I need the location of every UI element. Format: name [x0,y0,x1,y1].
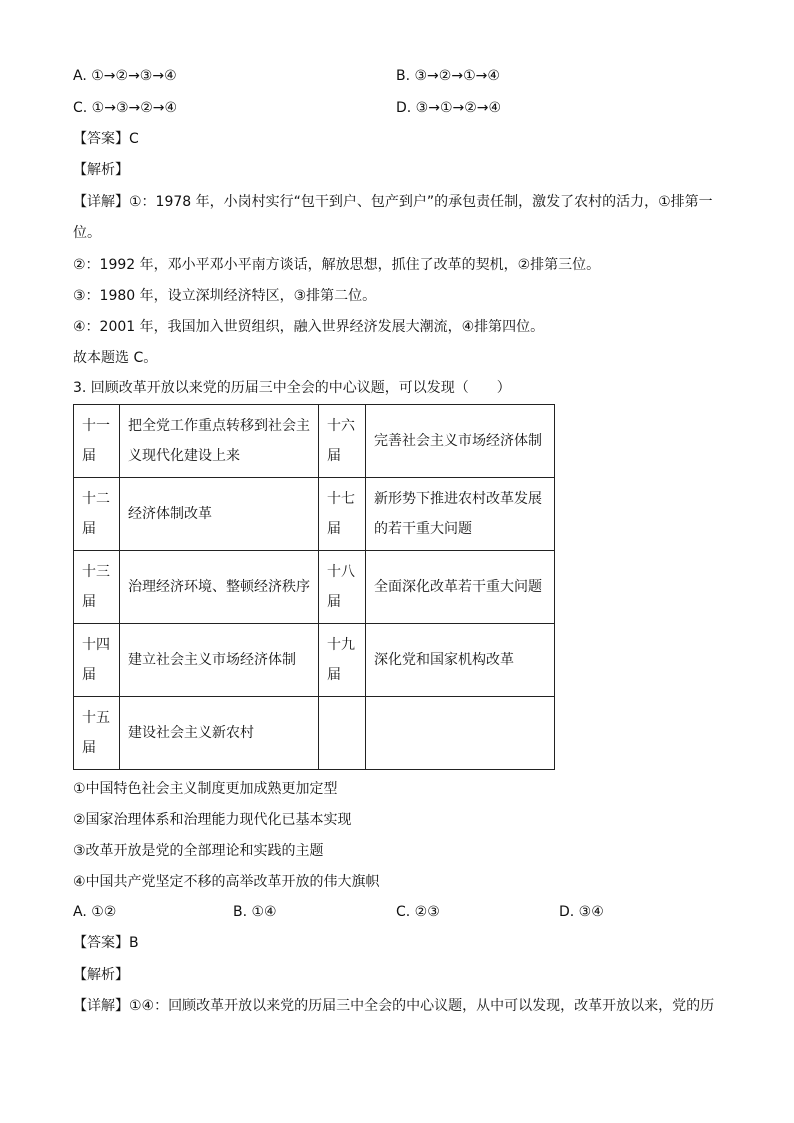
q2-options-row-2 [73,98,723,118]
topic-cell-line: 把全党工作重点转移到社会主 [128,418,310,434]
topic-cell-line: 新形势下推进农村改革发展 [374,491,542,507]
q3-statement-1: ①中国特色社会主义制度更加成熟更加定型 [73,781,338,797]
q3-statement-4: ④中国共产党坚定不移的高举改革开放的伟大旗帜 [73,874,380,890]
q2-option-a: A. ①→②→③→④ [73,68,177,84]
session-cell [319,405,366,478]
topic-cell-line: 建设社会主义新农村 [128,725,254,741]
session-cell [319,478,366,551]
q3-option-c: C. ②③ [396,904,440,920]
q2-detail-3: ③：1980 年，设立深圳经济特区，③排第二位。 [73,288,377,304]
topic-cell-line: 经济体制改革 [128,506,212,522]
session-cell-line: 届 [82,594,96,610]
q3-detail-1: 【详解】①④：回顾改革开放以来党的历届三中全会的中心议题，从中可以发现，改革开放以来，党的历 [73,998,715,1014]
topic-cell-line: 建立社会主义市场经济体制 [128,652,296,668]
q2-detail-4: ④：2001 年，我国加入世贸组织，融入世界经济发展大潮流，④排第四位。 [73,319,545,335]
session-cell [74,697,120,770]
q2-answer: 【答案】C [73,131,139,147]
session-cell [319,551,366,624]
q3-option-a: A. ①② [73,904,117,920]
session-cell [74,551,120,624]
session-cell-line: 届 [327,667,341,683]
q3-statement-2: ②国家治理体系和治理能力现代化已基本实现 [73,812,352,828]
session-cell-line: 十六 [327,418,355,434]
topic-cell [120,697,319,770]
table-row [74,478,555,551]
table-row [74,624,555,697]
q3-options-row [73,902,723,922]
session-cell-line: 十一 [82,418,110,434]
session-cell-line: 十三 [82,564,110,580]
topic-cell-line: 全面深化改革若干重大问题 [374,579,542,595]
session-cell-line: 十四 [82,637,110,653]
plenary-sessions-table [73,404,555,770]
table-row [74,405,555,478]
session-cell-line: 十五 [82,710,110,726]
session-cell-line: 届 [82,667,96,683]
session-cell-line: 十二 [82,491,110,507]
session-cell-line: 届 [82,448,96,464]
q3-statement-3: ③改革开放是党的全部理论和实践的主题 [73,843,324,859]
session-cell-line: 届 [327,521,341,537]
q2-detail-1: 【详解】①：1978 年，小岗村实行“包干到户、包产到户”的承包责任制，激发了农村的活力，①排第一 [73,194,713,210]
topic-cell-line: 治理经济环境、整顿经济秩序 [128,579,310,595]
table-row [74,551,555,624]
topic-cell-line: 深化党和国家机构改革 [374,652,514,668]
topic-cell-line: 的若干重大问题 [374,521,472,537]
table-row [74,697,555,770]
session-cell-line: 届 [327,448,341,464]
topic-cell [120,478,319,551]
q3-option-b: B. ①④ [233,904,277,920]
session-cell-line: 届 [327,594,341,610]
topic-cell [366,624,555,697]
topic-cell [366,478,555,551]
session-cell-line: 届 [82,740,96,756]
topic-cell [120,551,319,624]
q2-option-d: D. ③→①→②→④ [396,100,502,116]
q3-option-d: D. ③④ [559,904,604,920]
topic-cell-line: 完善社会主义市场经济体制 [374,433,542,449]
session-cell-line: 届 [82,521,96,537]
session-cell [74,478,120,551]
session-cell-line: 十九 [327,637,355,653]
session-cell-line: 十八 [327,564,355,580]
session-cell [74,624,120,697]
topic-cell [366,405,555,478]
q3-answer: 【答案】B [73,935,139,951]
topic-cell [120,405,319,478]
q2-options-row-1 [73,66,723,86]
topic-cell-line: 义现代化建设上来 [128,448,240,464]
q3-stem: 3. 回顾改革开放以来党的历届三中全会的中心议题，可以发现（ ） [73,380,511,396]
session-cell-line: 十七 [327,491,355,507]
topic-cell [366,697,555,770]
topic-cell [366,551,555,624]
q2-conclusion: 故本题选 C。 [73,350,158,366]
session-cell [74,405,120,478]
q2-detail-2: ②：1992 年，邓小平邓小平南方谈话，解放思想，抓住了改革的契机，②排第三位。 [73,257,601,273]
q2-option-c: C. ①→③→②→④ [73,100,178,116]
session-cell [319,624,366,697]
session-cell [319,697,366,770]
topic-cell [120,624,319,697]
q2-detail-1-continued: 位。 [73,225,101,241]
q3-analysis-label: 【解析】 [73,967,129,983]
q2-option-b: B. ③→②→①→④ [396,68,500,84]
q2-analysis-label: 【解析】 [73,162,129,178]
